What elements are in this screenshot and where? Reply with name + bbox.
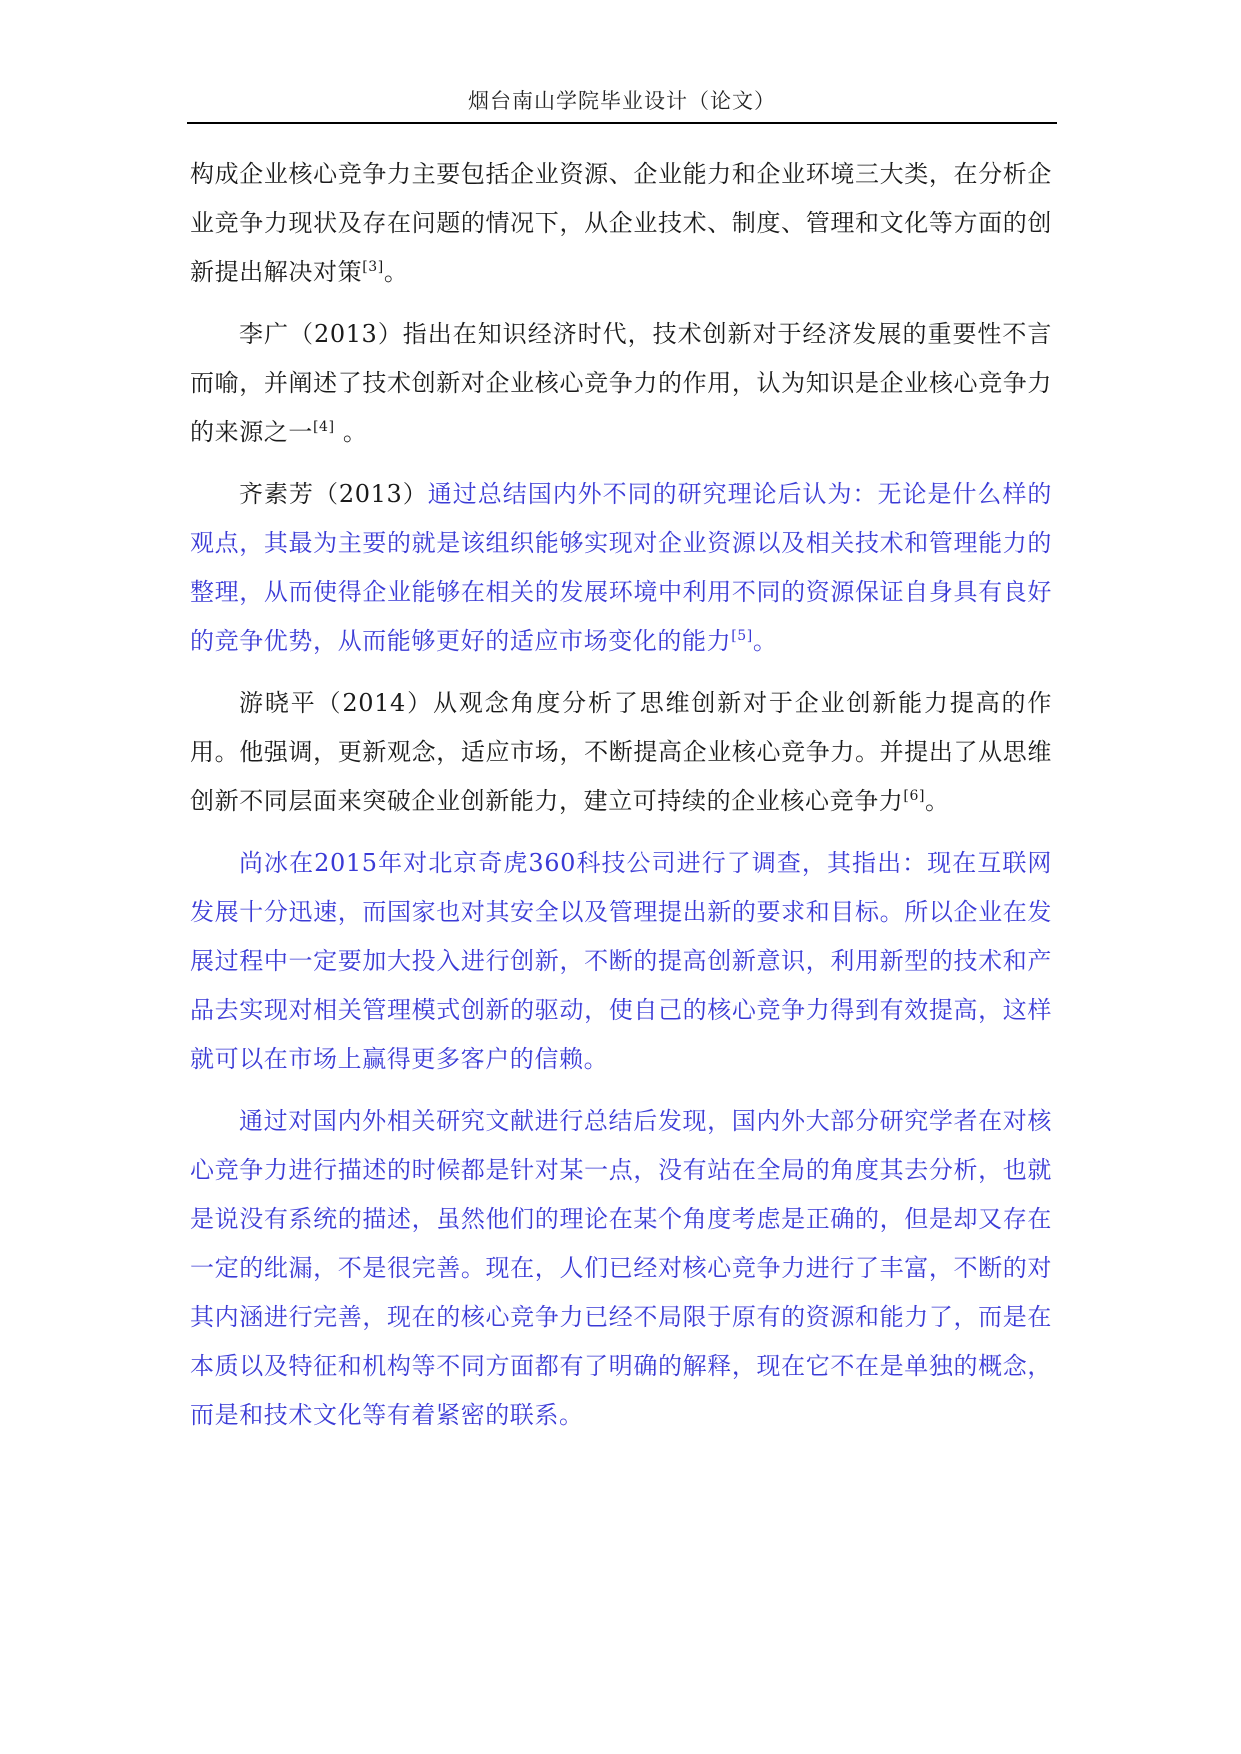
paragraph-5 — [190, 839, 1052, 1084]
paragraph-text: 尚冰在2015年对北京奇虎360科技公司进行了调查，其指出：现在互联网发展十分迅速，而国家也对其安全以及管理提出新的要求和目标。所以企业在发展过程中一定要加大投入进行创新，不断的提高创新意识，利用新型的技术和产品去实现对相关管理模式创新的驱动，使自己的核心竞争力得到有效提高，这样就可以在市场上赢得更多客户的信赖。 — [190, 849, 1052, 1073]
header-title: 烟台南山学院毕业设计（论文） — [468, 89, 776, 113]
paragraph-6 — [190, 1097, 1052, 1440]
paragraph-text: 通过总结国内外不同的研究理论后认为：无论是什么样的观点，其最为主要的就是该组织能够实现对企业资源以及相关技术和管理能力的整理，从而使得企业能够在相关的发展环境中利用不同的资源保证自身具有良好的竞争优势，从而能够更好的适应市场变化的能力 — [190, 480, 1052, 655]
paragraph-2 — [190, 310, 1052, 457]
paragraph-3 — [190, 470, 1052, 666]
paragraph-tail: 。 — [925, 787, 950, 815]
document-body — [190, 150, 1052, 1453]
paragraph-text: 游晓平（2014）从观念角度分析了思维创新对于企业创新能力提高的作用。他强调，更新观念，适应市场，不断提高企业核心竞争力。并提出了从思维创新不同层面来突破企业创新能力，建立可持续的企业核心竞争力 — [190, 689, 1052, 815]
paragraph-4 — [190, 679, 1052, 826]
paragraph-text: 李广（2013）指出在知识经济时代，技术创新对于经济发展的重要性不言而喻，并阐述了技术创新对企业核心竞争力的作用，认为知识是企业核心竞争力的来源之一 — [190, 320, 1052, 446]
paragraph-text: 通过对国内外相关研究文献进行总结后发现，国内外大部分研究学者在对核心竞争力进行描述的时候都是针对某一点，没有站在全局的角度其去分析，也就是说没有系统的描述，虽然他们的理论在某个角度考虑是正确的，但是却又存在一定的纰漏，不是很完善。现在，人们已经对核心竞争力进行了丰富，不断的对其内涵进行完善，现在的核心竞争力已经不局限于原有的资源和能力了，而是在本质以及特征和机构等不同方面都有了明确的解释，现在它不在是单独的概念，而是和技术文化等有着紧密的联系。 — [190, 1107, 1052, 1429]
paragraph-tail: 。 — [752, 627, 778, 655]
citation-ref: [3] — [362, 259, 384, 275]
citation-ref: [5] — [731, 628, 753, 644]
citation-ref: [6] — [903, 788, 926, 804]
paragraph-tail: 。 — [334, 418, 368, 446]
paragraph-1 — [190, 150, 1052, 297]
paragraph-lead: 齐素芳（2013） — [239, 480, 428, 508]
running-header — [187, 84, 1057, 124]
citation-ref: [4] — [313, 419, 335, 435]
paragraph-text: 构成企业核心竞争力主要包括企业资源、企业能力和企业环境三大类，在分析企业竞争力现状及存在问题的情况下，从企业技术、制度、管理和文化等方面的创新提出解决对策 — [190, 160, 1052, 286]
paragraph-tail: 。 — [383, 258, 409, 286]
